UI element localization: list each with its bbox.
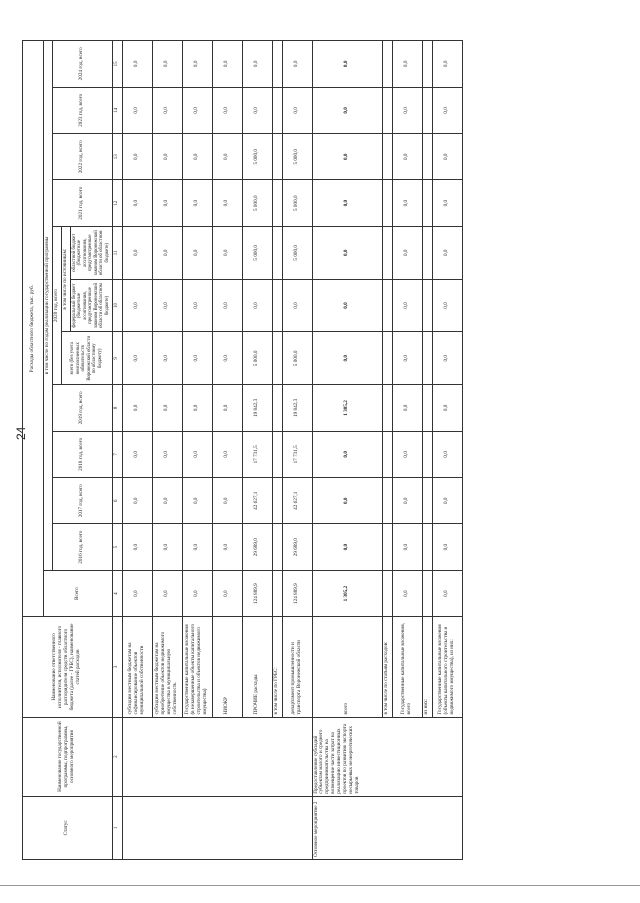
cell-executor: Государственные капитальные вложения (в незавершенные объекты капитального строительства и объектов недвижимого имущества) xyxy=(182,617,212,717)
cell-value xyxy=(382,478,392,524)
cell-value: 0,0 xyxy=(282,41,312,88)
column-number: 4 xyxy=(112,570,122,616)
cell-value: 29 689,0 xyxy=(242,524,272,570)
cell-value xyxy=(272,478,282,524)
cell-value: 0,0 xyxy=(122,226,152,279)
cell-value: 5 000,0 xyxy=(282,332,312,385)
cell-value: 0,0 xyxy=(392,385,422,431)
cell-value: 0,0 xyxy=(212,570,242,616)
cell-value xyxy=(272,524,282,570)
cell-value: 0,0 xyxy=(152,87,182,133)
cell-value: 0,0 xyxy=(152,385,182,431)
cell-value xyxy=(272,385,282,431)
cell-value: 0,0 xyxy=(182,385,212,431)
cell-value: 0,0 xyxy=(212,332,242,385)
cell-value: 0,0 xyxy=(432,279,462,332)
cell-value xyxy=(382,570,392,616)
header-2018: 2018 год, всего xyxy=(52,431,112,477)
cell-value: 0,0 xyxy=(182,431,212,477)
header-2019: 2019 год, всего xyxy=(52,385,112,431)
cell-value: 5 000,0 xyxy=(242,134,272,180)
cell-value: 0,0 xyxy=(432,570,462,616)
column-number: 10 xyxy=(112,279,122,332)
cell-value: 0,0 xyxy=(312,134,382,180)
cell-value: 0,0 xyxy=(182,332,212,385)
cell-program-name xyxy=(122,717,312,796)
page-number: 24 xyxy=(14,426,28,440)
cell-value: 0,0 xyxy=(432,226,462,279)
cell-value: 0,0 xyxy=(432,385,462,431)
cell-value xyxy=(382,279,392,332)
cell-value xyxy=(422,431,432,477)
cell-value: 5 000,0 xyxy=(282,134,312,180)
cell-value xyxy=(382,524,392,570)
cell-executor: Государственные капитальные вложения, всего xyxy=(392,617,422,717)
cell-value: 0,0 xyxy=(122,87,152,133)
column-number: 5 xyxy=(112,524,122,570)
cell-value xyxy=(422,226,432,279)
column-number: 1 xyxy=(112,796,122,859)
cell-value: 0,0 xyxy=(312,87,382,133)
cell-value xyxy=(422,570,432,616)
cell-value xyxy=(272,279,282,332)
cell-value: 0,0 xyxy=(152,134,182,180)
cell-value: 0,0 xyxy=(392,570,422,616)
page-bottom-rule xyxy=(0,885,640,886)
cell-value: 0,0 xyxy=(152,279,182,332)
cell-value: 0,0 xyxy=(212,478,242,524)
cell-value: 0,0 xyxy=(432,180,462,226)
cell-value: 0,0 xyxy=(392,41,422,88)
cell-value xyxy=(422,279,432,332)
header-regional: областной бюджет (бюджетные ассигнования, предусмотренные законом Воронежской области об областном бюджете) xyxy=(70,226,112,279)
cell-value: 0,0 xyxy=(122,385,152,431)
cell-executor: субсидии местным бюджетам на приобретение объектов недвижимого имущества в муниципальную собственность xyxy=(152,617,182,717)
cell-value: 0,0 xyxy=(122,41,152,88)
cell-value: 0,0 xyxy=(312,332,382,385)
cell-value xyxy=(272,134,282,180)
cell-value: 0,0 xyxy=(432,134,462,180)
cell-value: 0,0 xyxy=(392,332,422,385)
cell-value: 0,0 xyxy=(212,134,242,180)
cell-value: 0,0 xyxy=(122,180,152,226)
cell-value xyxy=(422,180,432,226)
header-by-sources: в том числе по источникам: xyxy=(61,226,70,332)
cell-value xyxy=(422,478,432,524)
cell-value xyxy=(382,41,392,88)
rotated-table-wrapper xyxy=(22,40,622,860)
cell-value: 0,0 xyxy=(242,87,272,133)
cell-value xyxy=(422,524,432,570)
cell-value: 5 000,0 xyxy=(242,180,272,226)
cell-value: 1 305,2 xyxy=(312,570,382,616)
column-number: 13 xyxy=(112,134,122,180)
cell-value xyxy=(272,570,282,616)
header-2022: 2022 год, всего xyxy=(52,134,112,180)
cell-value: 0,0 xyxy=(312,279,382,332)
cell-value: 0,0 xyxy=(312,524,382,570)
cell-value: 0,0 xyxy=(242,279,272,332)
cell-value: 0,0 xyxy=(432,431,462,477)
cell-value xyxy=(382,134,392,180)
cell-value: 0,0 xyxy=(182,570,212,616)
column-number: 6 xyxy=(112,478,122,524)
cell-value: 0,0 xyxy=(392,226,422,279)
cell-value: 0,0 xyxy=(182,180,212,226)
cell-value: 0,0 xyxy=(212,431,242,477)
cell-value: 0,0 xyxy=(152,226,182,279)
cell-value: 0,0 xyxy=(392,279,422,332)
cell-value xyxy=(272,431,282,477)
cell-value: 0,0 xyxy=(432,87,462,133)
cell-value: 124 889,9 xyxy=(282,570,312,616)
cell-value: 0,0 xyxy=(152,180,182,226)
cell-value: 0,0 xyxy=(122,332,152,385)
header-expenses-title: Расходы областного бюджета, тыс. руб. xyxy=(23,41,44,617)
cell-value xyxy=(272,41,282,88)
cell-executor: в том числе по статьям расходов: xyxy=(382,617,392,717)
cell-value xyxy=(422,41,432,88)
column-number: 12 xyxy=(112,180,122,226)
cell-value: 0,0 xyxy=(392,180,422,226)
table-row xyxy=(312,41,382,860)
cell-program-name: Предоставление субсидий субъектам малого и среднего предпринимательства на возмещение части затрат на реализацию инвестиционных проектов по развитию экспорта несырьевых неэнергетических товаров xyxy=(312,717,462,796)
expenses-table xyxy=(22,40,463,860)
header-2017: 2017 год, всего xyxy=(52,478,112,524)
cell-value: 0,0 xyxy=(122,524,152,570)
header-2020-group: 2020 год, всего xyxy=(52,226,61,384)
column-number: 11 xyxy=(112,226,122,279)
cell-value: 0,0 xyxy=(182,226,212,279)
cell-value: 0,0 xyxy=(312,180,382,226)
cell-value: 19 842,3 xyxy=(282,385,312,431)
cell-value xyxy=(382,226,392,279)
cell-status xyxy=(122,796,312,859)
column-number: 8 xyxy=(112,385,122,431)
cell-value: 0,0 xyxy=(392,87,422,133)
cell-value: 0,0 xyxy=(152,478,182,524)
header-total: Всего xyxy=(44,570,113,616)
cell-value xyxy=(272,180,282,226)
cell-value xyxy=(422,385,432,431)
cell-value: 0,0 xyxy=(242,41,272,88)
cell-executor: департамент промышленности и транспорта Воронежской области xyxy=(282,617,312,717)
cell-value: 0,0 xyxy=(392,134,422,180)
cell-executor: ПРОЧИЕ расходы xyxy=(242,617,272,717)
cell-value: 0,0 xyxy=(182,524,212,570)
column-number: 14 xyxy=(112,87,122,133)
column-number: 2 xyxy=(112,717,122,796)
cell-value: 17 731,5 xyxy=(282,431,312,477)
cell-value xyxy=(382,332,392,385)
table-row xyxy=(122,41,152,860)
cell-executor: Государственные капитальные вложения (объекты капитального строительства и недвижимого имущества), из них: xyxy=(432,617,462,717)
cell-value: 0,0 xyxy=(122,134,152,180)
column-number: 15 xyxy=(112,41,122,88)
cell-value: 0,0 xyxy=(182,279,212,332)
cell-value: 5 000,0 xyxy=(242,226,272,279)
cell-value: 0,0 xyxy=(212,524,242,570)
cell-value: 124 889,9 xyxy=(242,570,272,616)
header-2023: 2023 год, всего xyxy=(52,87,112,133)
cell-value: 17 731,5 xyxy=(242,431,272,477)
header-2024: 2024 год, всего xyxy=(52,41,112,88)
cell-value: 42 627,1 xyxy=(242,478,272,524)
cell-value: 0,0 xyxy=(432,41,462,88)
cell-value: 5 000,0 xyxy=(282,226,312,279)
cell-value: 0,0 xyxy=(182,87,212,133)
cell-value: 0,0 xyxy=(312,226,382,279)
cell-value: 0,0 xyxy=(122,431,152,477)
cell-executor: всего xyxy=(312,617,382,717)
column-number: 9 xyxy=(112,332,122,385)
cell-value: 0,0 xyxy=(152,524,182,570)
cell-value xyxy=(382,385,392,431)
column-numbers-row xyxy=(112,41,122,860)
cell-value: 42 627,1 xyxy=(282,478,312,524)
header-program-name: Наименование государственной программы, подпрограммы, основного мероприятия xyxy=(23,717,113,796)
cell-value: 0,0 xyxy=(212,180,242,226)
cell-value: 0,0 xyxy=(152,431,182,477)
column-number: 3 xyxy=(112,617,122,717)
cell-value: 0,0 xyxy=(152,332,182,385)
cell-value: 0,0 xyxy=(312,431,382,477)
cell-value: 0,0 xyxy=(282,87,312,133)
header-by-years: в том числе по годам реализации государственной программы xyxy=(44,41,53,571)
cell-value xyxy=(422,332,432,385)
cell-value xyxy=(422,87,432,133)
cell-value: 0,0 xyxy=(392,478,422,524)
cell-value: 0,0 xyxy=(152,41,182,88)
cell-executor: субсидии местным бюджетам на софинансирование объектов муниципальной собственности xyxy=(122,617,152,717)
cell-value: 0,0 xyxy=(282,279,312,332)
header-2016: 2016 год, всего xyxy=(52,524,112,570)
cell-value xyxy=(382,180,392,226)
cell-value: 0,0 xyxy=(152,570,182,616)
cell-executor: из них: xyxy=(422,617,432,717)
cell-value: 19 842,3 xyxy=(242,385,272,431)
cell-value xyxy=(422,134,432,180)
header-executor: Наименование ответственного исполнителя, исполнителя - главного распорядителя средств областного бюджета (далее - ГРБС), наименование статей расходов xyxy=(23,617,113,717)
header-status: Статус xyxy=(23,796,113,859)
cell-value: 0,0 xyxy=(122,279,152,332)
cell-status: Основное мероприятие 2 xyxy=(312,796,462,859)
cell-value: 0,0 xyxy=(212,226,242,279)
cell-value: 0,0 xyxy=(122,570,152,616)
cell-value: 0,0 xyxy=(212,41,242,88)
header-2021: 2021 год, всего xyxy=(52,180,112,226)
cell-value xyxy=(272,332,282,385)
cell-executor: в том числе по ГРБС: xyxy=(272,617,282,717)
cell-value: 0,0 xyxy=(212,385,242,431)
cell-value: 0,0 xyxy=(212,87,242,133)
cell-value: 0,0 xyxy=(212,279,242,332)
cell-value: 0,0 xyxy=(182,478,212,524)
header-2020-total: всего (без учета неисполненных обязательств Воронежской области по областному бюджету) xyxy=(61,332,112,385)
cell-value: 5 000,0 xyxy=(282,180,312,226)
cell-value: 0,0 xyxy=(432,332,462,385)
cell-value: 0,0 xyxy=(122,478,152,524)
header-federal: федеральный бюджет (бюджетные ассигнования, предусмотренные законом Воронежской области об областном бюджете) xyxy=(70,279,112,332)
cell-value: 5 000,0 xyxy=(242,332,272,385)
cell-value xyxy=(272,226,282,279)
cell-executor: НИОКР xyxy=(212,617,242,717)
cell-value: 0,0 xyxy=(182,134,212,180)
cell-value: 0,0 xyxy=(432,478,462,524)
cell-value: 29 689,0 xyxy=(282,524,312,570)
column-number: 7 xyxy=(112,431,122,477)
cell-value xyxy=(382,87,392,133)
cell-value: 0,0 xyxy=(392,524,422,570)
cell-value: 0,0 xyxy=(432,524,462,570)
cell-value: 0,0 xyxy=(312,478,382,524)
cell-value: 0,0 xyxy=(182,41,212,88)
cell-value: 0,0 xyxy=(312,41,382,88)
cell-value: 1 305,2 xyxy=(312,385,382,431)
cell-value: 0,0 xyxy=(392,431,422,477)
cell-value xyxy=(272,87,282,133)
cell-value xyxy=(382,431,392,477)
